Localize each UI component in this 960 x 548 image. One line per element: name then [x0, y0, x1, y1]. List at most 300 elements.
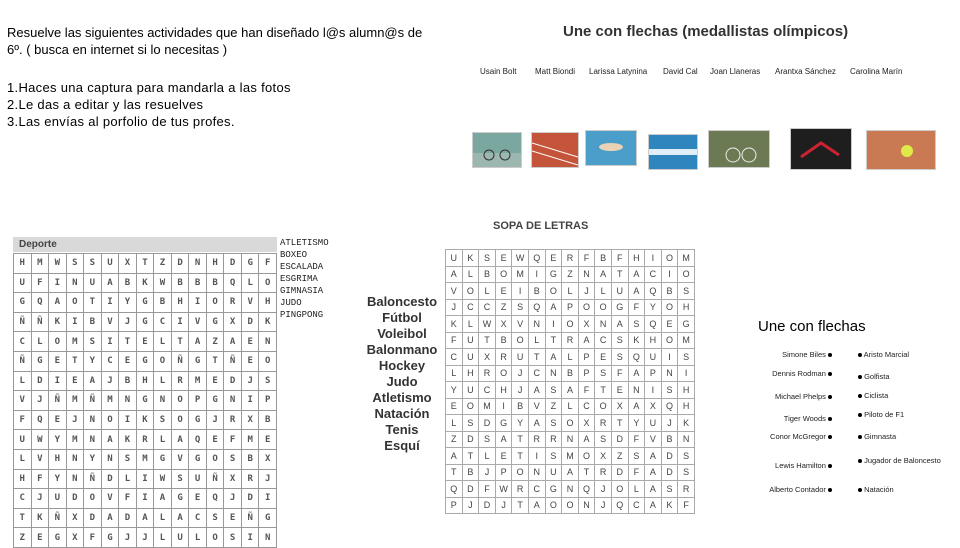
- sopa-cell: V: [645, 431, 662, 448]
- deporte-cell: G: [206, 391, 224, 411]
- deporte-cell: L: [241, 273, 259, 293]
- match-dot[interactable]: [828, 435, 832, 439]
- sopa-cell: Z: [611, 448, 628, 465]
- sopa-cell: W: [495, 481, 512, 498]
- sopa-cell: Q: [528, 250, 545, 267]
- sopa-cell: K: [628, 332, 645, 349]
- sopa-cell: X: [578, 415, 595, 432]
- deporte-cell: G: [171, 489, 189, 509]
- deporte-cell: F: [31, 469, 49, 489]
- deporte-cell: J: [224, 489, 242, 509]
- medalists-title: Une con flechas (medallistas olímpicos): [563, 23, 849, 40]
- match-dot[interactable]: [828, 488, 832, 492]
- deporte-cell: Q: [31, 410, 49, 430]
- sopa-cell: P: [495, 464, 512, 481]
- sopa-cell: L: [595, 283, 612, 300]
- deporte-row: [14, 528, 277, 548]
- sopa-row: [446, 398, 695, 415]
- sopa-cell: A: [528, 382, 545, 399]
- sopa-cell: S: [611, 332, 628, 349]
- sopa-cell: J: [595, 481, 612, 498]
- sopa-cell: Q: [645, 316, 662, 333]
- sopa-cell: J: [512, 365, 529, 382]
- deporte-cell: I: [241, 528, 259, 548]
- deporte-cell: D: [241, 489, 259, 509]
- sopa-cell: L: [528, 332, 545, 349]
- matching-left-item: Simone Biles: [782, 350, 832, 359]
- sopa-cell: T: [512, 431, 529, 448]
- sopa-cell: D: [479, 415, 496, 432]
- deporte-cell: F: [84, 528, 102, 548]
- matching-left-item: Tiger Woods: [784, 414, 832, 423]
- deporte-cell: F: [224, 430, 242, 450]
- match-dot[interactable]: [828, 464, 832, 468]
- sopa-cell: V: [512, 316, 529, 333]
- deporte-cell: A: [101, 273, 119, 293]
- sopa-cell: L: [628, 481, 645, 498]
- sopa-cell: D: [661, 464, 678, 481]
- sopa-row: [446, 448, 695, 465]
- deporte-cell: N: [119, 391, 137, 411]
- deporte-cell: J: [31, 391, 49, 411]
- sopa-cell: O: [562, 415, 579, 432]
- sopa-cell: C: [595, 332, 612, 349]
- deporte-cell: G: [101, 528, 119, 548]
- sopa-cell: Q: [661, 398, 678, 415]
- sopa-cell: F: [628, 299, 645, 316]
- sopa-cell: J: [595, 497, 612, 514]
- sopa-cell: T: [462, 448, 479, 465]
- sopa-cell: S: [678, 464, 695, 481]
- sopa-cell: A: [578, 332, 595, 349]
- sopa-cell: A: [545, 299, 562, 316]
- sopa-cell: B: [595, 250, 612, 267]
- match-dot[interactable]: [858, 394, 862, 398]
- sopa-cell: I: [661, 266, 678, 283]
- deporte-cell: J: [241, 371, 259, 391]
- deporte-word-search: [13, 237, 277, 543]
- deporte-cell: A: [171, 508, 189, 528]
- sopa-row: [446, 481, 695, 498]
- sopa-cell: T: [545, 332, 562, 349]
- deporte-cell: S: [84, 254, 102, 274]
- deporte-cell: N: [84, 430, 102, 450]
- deporte-cell: S: [171, 469, 189, 489]
- sopa-cell: G: [678, 316, 695, 333]
- sopa-de-letras: [445, 249, 695, 514]
- match-dot[interactable]: [858, 353, 862, 357]
- athlete-names-row: [477, 67, 947, 79]
- sopa-cell: G: [545, 481, 562, 498]
- deporte-cell: I: [189, 293, 207, 313]
- deporte-cell: M: [66, 391, 84, 411]
- match-dot[interactable]: [858, 435, 862, 439]
- sopa-cell: D: [479, 497, 496, 514]
- deporte-cell: N: [154, 391, 172, 411]
- sopa-cell: A: [446, 448, 463, 465]
- sopa-cell: F: [628, 464, 645, 481]
- sopa-cell: N: [562, 481, 579, 498]
- match-dot[interactable]: [828, 372, 832, 376]
- sopa-cell: U: [446, 250, 463, 267]
- sopa-cell: X: [595, 448, 612, 465]
- sopa-cell: R: [495, 349, 512, 366]
- sopa-cell: A: [645, 448, 662, 465]
- matching-right-item: Ciclista: [858, 391, 888, 400]
- deporte-cell: U: [171, 528, 189, 548]
- deporte-cell: A: [189, 332, 207, 352]
- sopa-cell: C: [628, 497, 645, 514]
- sport-word: Hockey: [378, 358, 426, 373]
- matching-right-item: Aristo Marcial: [858, 350, 909, 359]
- sport-word: Fútbol: [382, 310, 422, 325]
- sopa-cell: P: [578, 365, 595, 382]
- sopa-row: [446, 464, 695, 481]
- deporte-row: [14, 273, 277, 293]
- deporte-cell: Q: [206, 489, 224, 509]
- deporte-cell: V: [241, 293, 259, 313]
- deporte-cell: N: [66, 449, 84, 469]
- deporte-cell: I: [259, 489, 277, 509]
- deporte-cell: W: [49, 254, 67, 274]
- deporte-word: PINGPONG: [280, 310, 324, 320]
- deporte-cell: T: [206, 351, 224, 371]
- athlete-name: Carolina Marín: [850, 67, 903, 76]
- deporte-cell: E: [49, 351, 67, 371]
- deporte-cell: Ñ: [84, 391, 102, 411]
- sopa-cell: Q: [528, 299, 545, 316]
- deporte-cell: V: [31, 449, 49, 469]
- deporte-cell: J: [119, 528, 137, 548]
- sopa-cell: Q: [645, 283, 662, 300]
- deporte-cell: I: [101, 293, 119, 313]
- sopa-cell: S: [678, 448, 695, 465]
- deporte-cell: N: [66, 469, 84, 489]
- deporte-cell: J: [101, 371, 119, 391]
- deporte-cell: V: [14, 391, 32, 411]
- sopa-grid: [445, 249, 695, 514]
- sopa-cell: L: [562, 398, 579, 415]
- sopa-row: [446, 431, 695, 448]
- sopa-cell: I: [528, 448, 545, 465]
- sopa-cell: N: [528, 464, 545, 481]
- deporte-cell: X: [66, 528, 84, 548]
- match-dot[interactable]: [828, 417, 832, 421]
- deporte-cell: N: [84, 410, 102, 430]
- matching-left-item: Lewis Hamilton: [775, 461, 832, 470]
- deporte-cell: Ñ: [14, 312, 32, 332]
- sopa-cell: C: [479, 382, 496, 399]
- deporte-cell: V: [189, 312, 207, 332]
- deporte-cell: X: [224, 312, 242, 332]
- sopa-cell: U: [462, 349, 479, 366]
- deporte-row: [14, 371, 277, 391]
- deporte-cell: T: [66, 351, 84, 371]
- sopa-row: [446, 299, 695, 316]
- deporte-cell: S: [119, 449, 137, 469]
- sopa-cell: R: [595, 464, 612, 481]
- deporte-row: [14, 508, 277, 528]
- deporte-cell: Z: [206, 332, 224, 352]
- sopa-cell: A: [595, 266, 612, 283]
- deporte-cell: N: [66, 273, 84, 293]
- deporte-cell: O: [206, 449, 224, 469]
- deporte-word: ESGRIMA: [280, 274, 318, 284]
- sopa-cell: J: [661, 415, 678, 432]
- deporte-row: [14, 351, 277, 371]
- sopa-cell: H: [645, 332, 662, 349]
- deporte-cell: O: [101, 410, 119, 430]
- sopa-cell: G: [545, 266, 562, 283]
- sopa-cell: H: [678, 299, 695, 316]
- sopa-cell: Y: [512, 415, 529, 432]
- sopa-cell: S: [595, 365, 612, 382]
- sport-word: Esquí: [384, 438, 420, 453]
- deporte-cell: X: [241, 410, 259, 430]
- deporte-cell: E: [49, 410, 67, 430]
- match-dot[interactable]: [858, 459, 862, 463]
- sopa-cell: O: [595, 398, 612, 415]
- deporte-cell: J: [66, 410, 84, 430]
- deporte-cell: H: [206, 254, 224, 274]
- deporte-cell: J: [31, 489, 49, 509]
- match-dot[interactable]: [828, 353, 832, 357]
- athletics-track-photo: [531, 132, 579, 168]
- sopa-cell: S: [678, 283, 695, 300]
- deporte-cell: O: [66, 293, 84, 313]
- sport-word: Baloncesto: [366, 294, 438, 309]
- deporte-cell: D: [224, 254, 242, 274]
- deporte-cell: R: [136, 430, 154, 450]
- deporte-cell: Ñ: [49, 508, 67, 528]
- sopa-cell: X: [495, 316, 512, 333]
- deporte-word-list: [280, 237, 329, 321]
- deporte-cell: H: [14, 469, 32, 489]
- deporte-cell: E: [241, 332, 259, 352]
- deporte-row: [14, 332, 277, 352]
- sopa-cell: N: [562, 431, 579, 448]
- deporte-cell: L: [119, 469, 137, 489]
- sopa-cell: K: [446, 316, 463, 333]
- deporte-cell: Ñ: [206, 469, 224, 489]
- sopa-cell: F: [611, 365, 628, 382]
- deporte-cell: Y: [49, 430, 67, 450]
- sport-word: Natación: [374, 406, 430, 421]
- sopa-cell: B: [661, 283, 678, 300]
- deporte-cell: J: [136, 528, 154, 548]
- matching-right-item: Gimnasta: [858, 432, 896, 441]
- instruction-step: 1.Haces una captura para mandarla a las fotos: [7, 80, 291, 95]
- deporte-cell: I: [66, 312, 84, 332]
- sopa-cell: A: [628, 365, 645, 382]
- match-dot[interactable]: [858, 375, 862, 379]
- sopa-cell: D: [611, 464, 628, 481]
- sopa-cell: C: [528, 481, 545, 498]
- deporte-cell: R: [171, 371, 189, 391]
- matching-right-item: Jugador de Baloncesto: [858, 456, 941, 465]
- deporte-cell: W: [31, 430, 49, 450]
- sopa-cell: S: [628, 316, 645, 333]
- sopa-row: [446, 283, 695, 300]
- sopa-cell: J: [462, 497, 479, 514]
- deporte-cell: E: [259, 430, 277, 450]
- deporte-cell: H: [49, 449, 67, 469]
- athlete-name: Arantxa Sánchez: [775, 67, 836, 76]
- sopa-cell: C: [528, 365, 545, 382]
- deporte-cell: G: [14, 293, 32, 313]
- sopa-cell: S: [479, 250, 496, 267]
- deporte-cell: X: [119, 254, 137, 274]
- sopa-cell: G: [611, 299, 628, 316]
- deporte-cell: Ñ: [84, 469, 102, 489]
- sopa-cell: Q: [628, 349, 645, 366]
- sopa-row: [446, 382, 695, 399]
- match-dot[interactable]: [858, 413, 862, 417]
- sopa-cell: A: [446, 266, 463, 283]
- deporte-cell: C: [101, 351, 119, 371]
- deporte-cell: I: [49, 371, 67, 391]
- sopa-cell: A: [562, 464, 579, 481]
- deporte-word: GIMNASIA: [280, 286, 324, 296]
- sport-word: Voleibol: [377, 326, 427, 341]
- deporte-cell: L: [154, 508, 172, 528]
- deporte-cell: T: [14, 508, 32, 528]
- deporte-cell: O: [259, 273, 277, 293]
- deporte-cell: Ñ: [171, 351, 189, 371]
- deporte-cell: B: [206, 273, 224, 293]
- deporte-cell: T: [119, 332, 137, 352]
- matching-right-item: Golfista: [858, 372, 890, 381]
- sopa-cell: T: [479, 332, 496, 349]
- deporte-cell: Q: [31, 293, 49, 313]
- deporte-cell: Y: [49, 469, 67, 489]
- deporte-cell: F: [259, 254, 277, 274]
- sopa-cell: B: [528, 283, 545, 300]
- matching-right-item: Piloto de F1: [858, 410, 904, 419]
- deporte-cell: G: [136, 312, 154, 332]
- sopa-cell: O: [495, 266, 512, 283]
- sopa-cell: L: [479, 283, 496, 300]
- sopa-cell: N: [528, 316, 545, 333]
- deporte-cell: E: [224, 508, 242, 528]
- sopa-cell: S: [545, 448, 562, 465]
- sopa-cell: R: [562, 250, 579, 267]
- sopa-cell: F: [628, 431, 645, 448]
- deporte-cell: R: [224, 410, 242, 430]
- sopa-cell: T: [528, 349, 545, 366]
- sopa-cell: S: [628, 448, 645, 465]
- sopa-cell: F: [578, 250, 595, 267]
- sopa-cell: T: [595, 382, 612, 399]
- instructions-steps: [7, 79, 437, 130]
- deporte-cell: H: [259, 293, 277, 313]
- sopa-cell: H: [628, 250, 645, 267]
- sopa-cell: A: [562, 382, 579, 399]
- deporte-cell: I: [136, 489, 154, 509]
- deporte-cell: J: [259, 469, 277, 489]
- deporte-cell: Y: [119, 293, 137, 313]
- deporte-cell: P: [259, 391, 277, 411]
- sopa-cell: B: [462, 464, 479, 481]
- deporte-cell: F: [119, 489, 137, 509]
- sopa-cell: I: [678, 365, 695, 382]
- sopa-cell: W: [479, 316, 496, 333]
- sopa-cell: F: [578, 382, 595, 399]
- sopa-cell: O: [578, 448, 595, 465]
- deporte-header: Deporte: [13, 237, 277, 252]
- sopa-cell: Q: [611, 497, 628, 514]
- sopa-cell: O: [661, 299, 678, 316]
- deporte-cell: Q: [224, 273, 242, 293]
- sopa-cell: I: [645, 250, 662, 267]
- sopa-cell: A: [628, 398, 645, 415]
- deporte-cell: B: [241, 449, 259, 469]
- match-dot[interactable]: [828, 395, 832, 399]
- deporte-cell: F: [14, 410, 32, 430]
- sopa-cell: J: [495, 497, 512, 514]
- sopa-cell: F: [446, 332, 463, 349]
- deporte-cell: G: [259, 508, 277, 528]
- sopa-cell: B: [562, 365, 579, 382]
- deporte-cell: B: [171, 273, 189, 293]
- athlete-name: Usain Bolt: [480, 67, 517, 76]
- sopa-cell: O: [562, 497, 579, 514]
- sopa-cell: T: [611, 415, 628, 432]
- sopa-cell: R: [528, 431, 545, 448]
- sopa-cell: H: [462, 365, 479, 382]
- matching-title: Une con flechas: [758, 318, 866, 335]
- sopa-cell: A: [528, 415, 545, 432]
- sopa-row: [446, 266, 695, 283]
- deporte-cell: V: [171, 449, 189, 469]
- deporte-word: JUDO: [280, 298, 302, 308]
- deporte-cell: S: [154, 410, 172, 430]
- sopa-cell: O: [462, 283, 479, 300]
- deporte-cell: N: [101, 449, 119, 469]
- deporte-cell: G: [49, 528, 67, 548]
- deporte-cell: U: [101, 254, 119, 274]
- sopa-cell: P: [446, 497, 463, 514]
- deporte-cell: U: [189, 469, 207, 489]
- deporte-cell: G: [189, 410, 207, 430]
- deporte-cell: K: [31, 508, 49, 528]
- sopa-cell: O: [562, 316, 579, 333]
- sopa-cell: B: [495, 332, 512, 349]
- sopa-cell: A: [578, 431, 595, 448]
- sopa-cell: I: [495, 398, 512, 415]
- sopa-row: [446, 250, 695, 267]
- deporte-cell: B: [119, 273, 137, 293]
- deporte-cell: Ñ: [241, 508, 259, 528]
- deporte-word: ATLETISMO: [280, 238, 329, 248]
- deporte-cell: K: [259, 312, 277, 332]
- sopa-cell: U: [462, 332, 479, 349]
- sopa-cell: V: [446, 283, 463, 300]
- sopa-cell: D: [462, 481, 479, 498]
- sopa-cell: L: [462, 316, 479, 333]
- sopa-cell: K: [661, 497, 678, 514]
- deporte-row: [14, 254, 277, 274]
- deporte-cell: B: [119, 371, 137, 391]
- match-dot[interactable]: [858, 488, 862, 492]
- deporte-cell: I: [171, 312, 189, 332]
- deporte-cell: J: [119, 312, 137, 332]
- sopa-cell: O: [512, 332, 529, 349]
- deporte-word: BOXEO: [280, 250, 308, 260]
- deporte-cell: D: [31, 371, 49, 391]
- deporte-cell: V: [101, 312, 119, 332]
- deporte-cell: D: [101, 469, 119, 489]
